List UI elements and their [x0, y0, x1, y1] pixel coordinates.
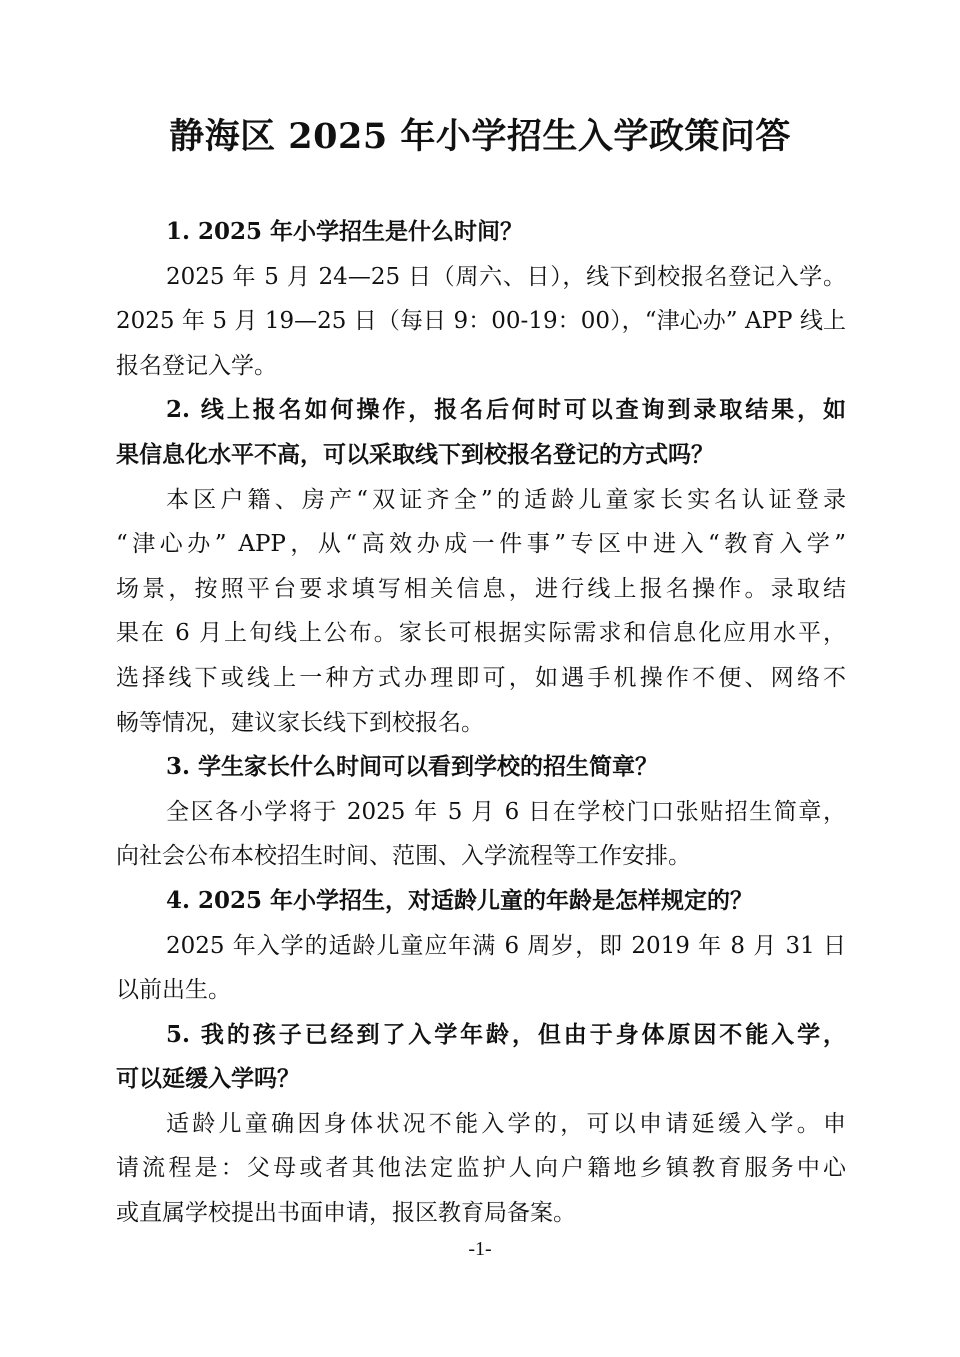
- text-line: 2. 线上报名如何操作，报名后何时可以查询到录取结果，如: [166, 396, 846, 424]
- text-line: 本区户籍、房产“双证齐全”的适龄儿童家长实名认证登录: [166, 486, 846, 513]
- text-line: “津心办” APP，从“高效办成一件事”专区中进入“教育入学”: [116, 531, 846, 558]
- answer-paragraph: [116, 478, 846, 746]
- document-title: 静海区 2025 年小学招生入学政策问答: [169, 116, 791, 157]
- text-line: 5. 我的孩子已经到了入学年龄，但由于身体原因不能入学，: [166, 1020, 846, 1048]
- text-line: 2025 年 5 月 19—25 日（每日 9：00-19：00），“津心办” APP 线上: [116, 308, 846, 335]
- text-line: 2025 年 5 月 24—25 日（周六、日），线下到校报名登记入学。: [166, 263, 846, 290]
- text-line: 或直属学校提出书面申请，报区教育局备案。: [116, 1200, 576, 1227]
- answer-paragraph: [116, 1102, 846, 1236]
- text-line: 以前出生。: [116, 977, 231, 1004]
- document-body: [116, 210, 846, 1236]
- text-line: 2025 年入学的适龄儿童应年满 6 周岁，即 2019 年 8 月 31 日: [166, 932, 846, 959]
- text-line: 畅等情况，建议家长线下到校报名。: [116, 709, 484, 736]
- answer-paragraph: [116, 255, 846, 389]
- answer-paragraph: [116, 790, 846, 879]
- text-line: 4. 2025 年小学招生，对适龄儿童的年龄是怎样规定的？: [166, 886, 754, 914]
- text-line: 请流程是：父母或者其他法定监护人向户籍地乡镇教育服务中心: [116, 1155, 846, 1182]
- text-line: 选择线下或线上一种方式办理即可，如遇手机操作不便、网络不: [116, 664, 846, 691]
- question-heading: [116, 210, 846, 255]
- text-line: 3. 学生家长什么时间可以看到学校的招生简章？: [166, 753, 659, 781]
- question-heading: [116, 745, 846, 790]
- text-line: 适龄儿童确因身体状况不能入学的，可以申请延缓入学。申: [166, 1110, 846, 1137]
- text-line: 全区各小学将于 2025 年 5 月 6 日在学校门口张贴招生简章，: [166, 798, 846, 825]
- text-line: 报名登记入学。: [116, 352, 277, 379]
- text-line: 场景，按照平台要求填写相关信息，进行线上报名操作。录取结: [116, 575, 846, 602]
- page-number: -1-: [468, 1238, 492, 1260]
- text-line: 果信息化水平不高，可以采取线下到校报名登记的方式吗？: [116, 440, 714, 468]
- question-heading: [116, 879, 846, 924]
- question-heading: [116, 1013, 846, 1102]
- text-line: 可以延缓入学吗？: [116, 1065, 300, 1093]
- text-line: 1. 2025 年小学招生是什么时间？: [166, 218, 524, 245]
- text-line: 果在 6 月上旬线上公布。家长可根据实际需求和信息化应用水平，: [116, 620, 846, 647]
- answer-paragraph: [116, 924, 846, 1013]
- question-heading: [116, 388, 846, 477]
- text-line: 向社会公布本校招生时间、范围、入学流程等工作安排。: [116, 843, 691, 870]
